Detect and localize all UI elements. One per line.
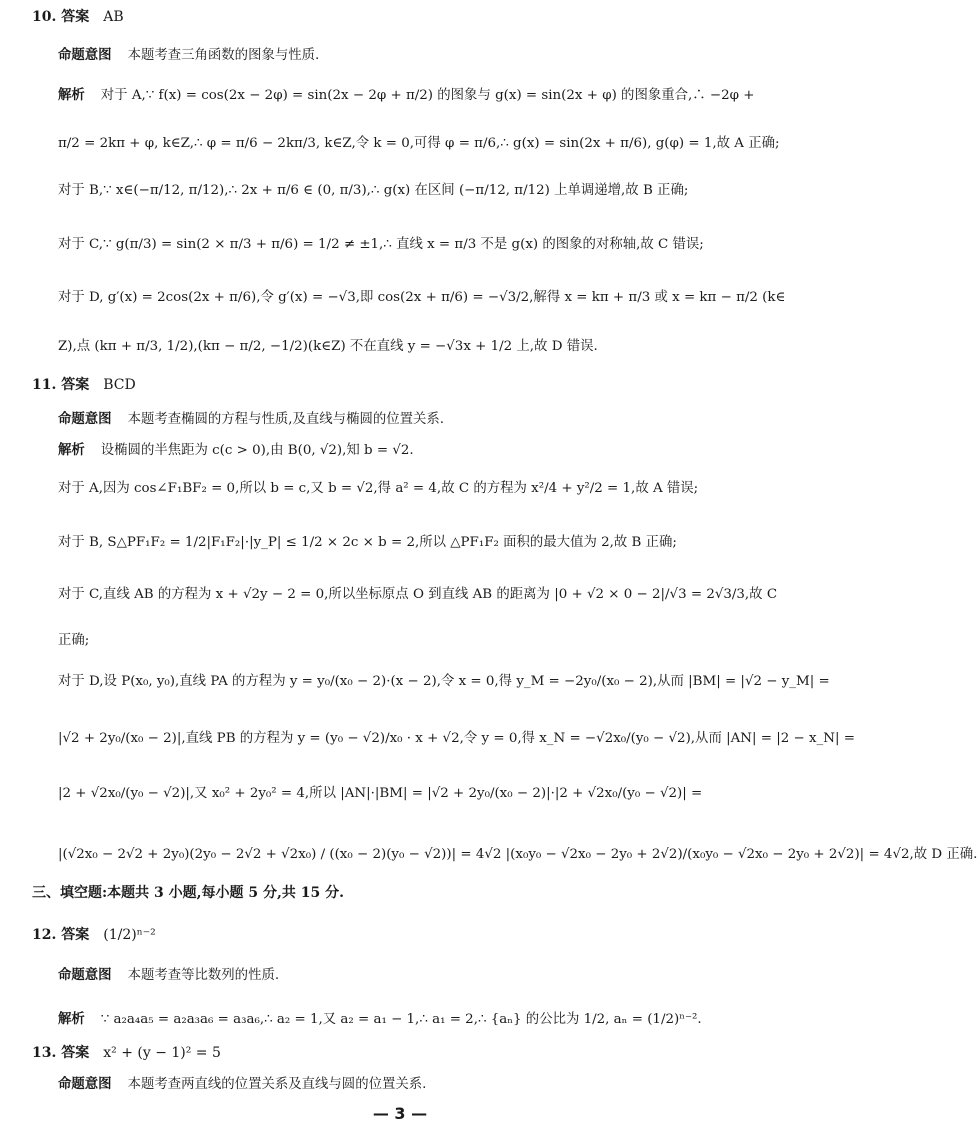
section-3-heading: 三、填空题:本题共 3 小题,每小题 5 分,共 15 分. xyxy=(32,885,344,901)
page-number: — 3 — xyxy=(372,1104,428,1123)
q11-answer-header xyxy=(32,376,792,394)
q10-analysis-line-2: π/2 = 2kπ + φ, k∈Z,∴ φ = π/6 − 2kπ/3, k∈Z,令 k = 0,可得 φ = π/6,∴ g(x) = sin(2x + π/6), g(φ) = 1,故 A 正确; xyxy=(58,136,780,151)
q11-analysis-line-5: 正确; xyxy=(58,633,90,648)
q10-intent xyxy=(58,46,770,65)
q11-analysis-line-8: |2 + √2x₀/(y₀ − √2)|,又 x₀² + 2y₀² = 4,所以 |AN|·|BM| = |√2 + 2y₀/(x₀ − 2)|·|2 + √2x₀/(y₀ − √2)| = xyxy=(58,786,703,801)
q10-line-text: 对于 A,∵ f(x) = cos(2x − 2φ) = sin(2x − 2φ + π/2) 的图象与 g(x) = sin(2x + φ) 的图象重合,∴ −2φ + xyxy=(100,88,755,103)
q12-intent-label: 命题意图 xyxy=(58,967,112,983)
q10-number: 10. 答案 xyxy=(32,9,90,25)
q10-analysis-line-3: 对于 B,∵ x∈(−π/12, π/12),∴ 2x + π/6 ∈ (0, π/3),∴ g(x) 在区间 (−π/12, π/12) 上单调递增,故 B 正确; xyxy=(58,183,689,198)
q10-intent-text: 本题考查三角函数的图象与性质. xyxy=(127,48,320,63)
q12-number: 12. 答案 xyxy=(32,927,90,943)
q11-analysis-line-2: 对于 A,因为 cos∠F₁BF₂ = 0,所以 b = c,又 b = √2,得 a² = 4,故 C 的方程为 x²/4 + y²/2 = 1,故 A 错误; xyxy=(58,481,699,496)
q11-line-text: 设椭圆的半焦距为 c(c > 0),由 B(0, √2),知 b = √2. xyxy=(100,443,414,458)
q10-analysis-line-6: Z),点 (kπ + π/3, 1/2),(kπ − π/2, −1/2)(k∈Z) 不在直线 y = −√3x + 1/2 上,故 D 错误. xyxy=(58,339,598,354)
q11-intent-label: 命题意图 xyxy=(58,411,112,427)
q10-analysis-label: 解析 xyxy=(58,87,85,103)
q11-analysis-line-1 xyxy=(58,441,770,460)
q11-intent-text: 本题考查椭圆的方程与性质,及直线与椭圆的位置关系. xyxy=(127,412,445,427)
q12-line-text: ∵ a₂a₄a₅ = a₂a₃a₆ = a₃a₆,∴ a₂ = 1,又 a₂ = a₁ − 1,∴ a₁ = 2,∴ {aₙ} 的公比为 1/2, aₙ = (1/2)ⁿ⁻². xyxy=(100,1012,702,1027)
q13-intent xyxy=(58,1075,770,1094)
q12-answer-header xyxy=(32,926,792,944)
q11-answer: BCD xyxy=(103,377,136,393)
q13-intent-label: 命题意图 xyxy=(58,1076,112,1092)
q11-intent xyxy=(58,410,770,429)
q11-analysis-line-6: 对于 D,设 P(x₀, y₀),直线 PA 的方程为 y = y₀/(x₀ − 2)·(x − 2),令 x = 0,得 y_M = −2y₀/(x₀ − 2),从而 |BM| = |√2 − y_M| = xyxy=(58,674,830,689)
q12-analysis-label: 解析 xyxy=(58,1011,85,1027)
q10-analysis-line-4: 对于 C,∵ g(π/3) = sin(2 × π/3 + π/6) = 1/2 ≠ ±1,∴ 直线 x = π/3 不是 g(x) 的图象的对称轴,故 C 错误; xyxy=(58,237,704,252)
q10-analysis-line-5: 对于 D, g′(x) = 2cos(2x + π/6),令 g′(x) = −√3,即 cos(2x + π/6) = −√3/2,解得 x = kπ + π/3 或 x = kπ − π/2 (k∈ xyxy=(58,290,786,305)
q13-number: 13. 答案 xyxy=(32,1045,90,1061)
q11-analysis-line-4: 对于 C,直线 AB 的方程为 x + √2y − 2 = 0,所以坐标原点 O 到直线 AB 的距离为 |0 + √2 × 0 − 2|/√3 = 2√3/3,故 C xyxy=(58,587,778,602)
q11-analysis-line-7: |√2 + 2y₀/(x₀ − 2)|,直线 PB 的方程为 y = (y₀ − √2)/x₀ · x + √2,令 y = 0,得 x_N = −√2x₀/(y₀ − √2),从而 |AN| = |2 − x_N| = xyxy=(58,731,855,746)
q10-intent-label: 命题意图 xyxy=(58,47,112,63)
q11-analysis-line-3: 对于 B, S△PF₁F₂ = 1/2|F₁F₂|·|y_P| ≤ 1/2 × 2c × b = 2,所以 △PF₁F₂ 面积的最大值为 2,故 B 正确; xyxy=(58,535,677,550)
q11-number: 11. 答案 xyxy=(32,377,90,393)
q11-analysis-label: 解析 xyxy=(58,442,85,458)
q12-intent xyxy=(58,966,770,985)
q10-answer-header xyxy=(32,8,792,26)
q10-answer: AB xyxy=(103,9,124,25)
q12-analysis-line-1 xyxy=(58,1010,770,1029)
q13-answer: x² + (y − 1)² = 5 xyxy=(103,1045,221,1061)
q12-answer: (1/2)ⁿ⁻² xyxy=(103,927,156,943)
q13-answer-header xyxy=(32,1044,792,1062)
q13-intent-text: 本题考查两直线的位置关系及直线与圆的位置关系. xyxy=(127,1077,427,1092)
q11-analysis-line-9: |(√2x₀ − 2√2 + 2y₀)(2y₀ − 2√2 + √2x₀) / ((x₀ − 2)(y₀ − √2))| = 4√2 |(x₀y₀ − √2x₀ − 2y₀ + 2√2)/(x₀y₀ − √2x₀ − 2y₀ + 2√2)| = 4√2,故 D 正确. xyxy=(58,847,977,862)
q10-analysis-line-1 xyxy=(58,86,770,105)
q12-intent-text: 本题考查等比数列的性质. xyxy=(127,968,280,983)
